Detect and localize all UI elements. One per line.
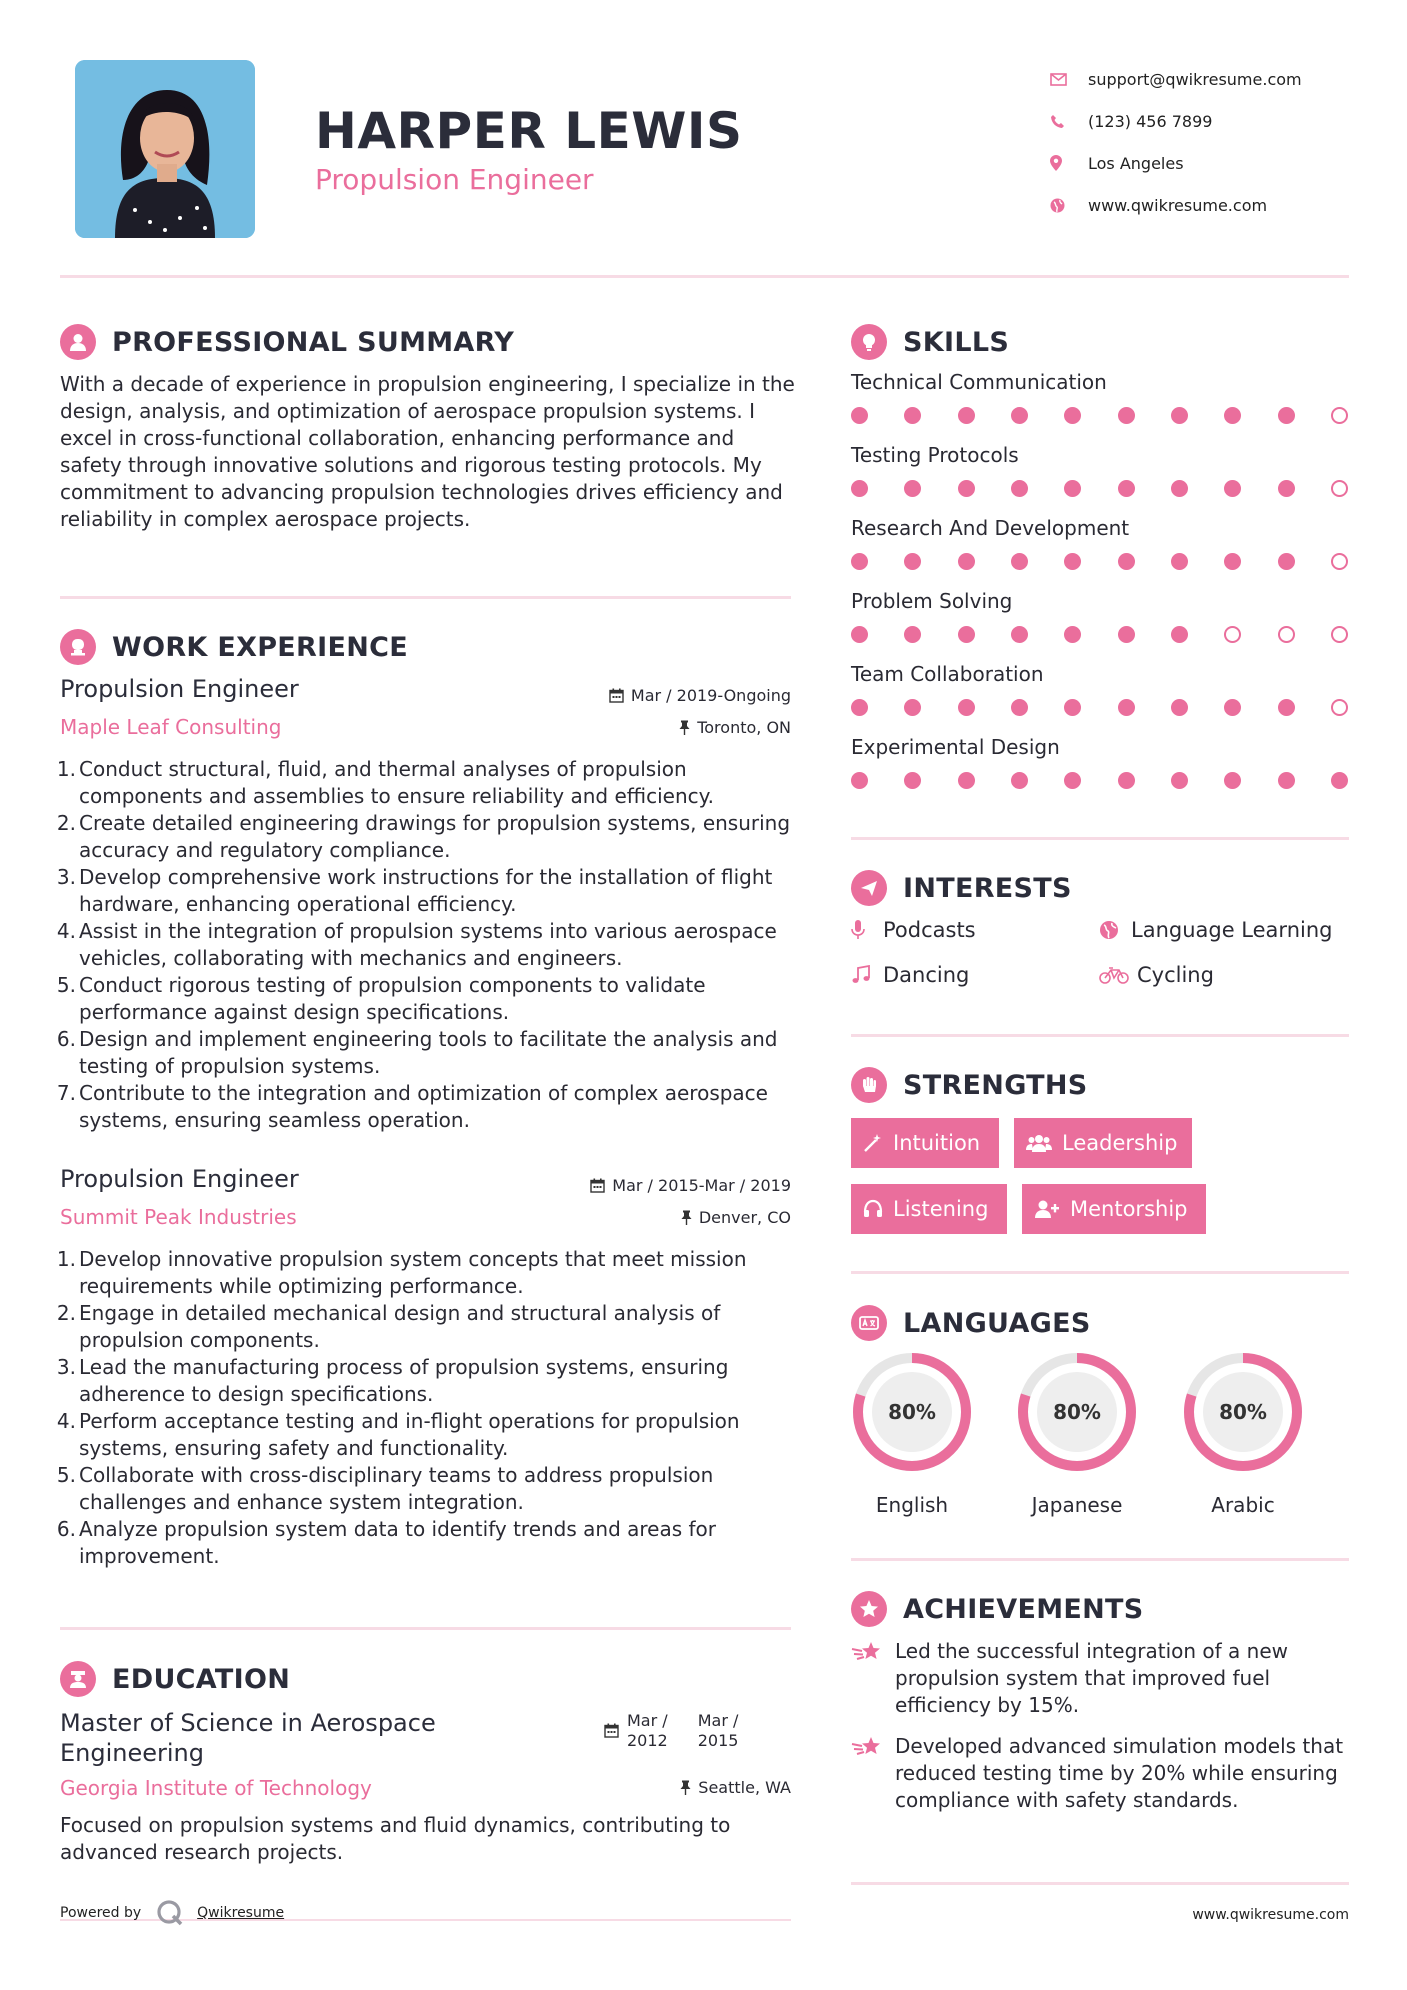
summary-title: PROFESSIONAL SUMMARY <box>112 326 515 358</box>
magic-wand-icon <box>863 1133 883 1153</box>
achievement-item <box>851 1638 1351 1719</box>
rating-dot-filled <box>1171 553 1188 570</box>
lightbulb-icon <box>851 324 887 360</box>
rating-dot-empty <box>1278 626 1295 643</box>
contact-website[interactable] <box>1050 184 1302 226</box>
skill-rating <box>851 772 1348 789</box>
calendar-icon <box>590 1178 605 1193</box>
list-item: 1. Develop innovative propulsion system concepts that meet mission requirements while optimizing performance. <box>56 1247 747 1298</box>
skills-heading <box>851 324 1009 360</box>
job-1-location <box>679 718 791 737</box>
language-name: English <box>875 1493 949 1517</box>
list-item: 6. Analyze propulsion system data to identify trends and areas for improvement. <box>56 1517 717 1568</box>
rating-dot-filled <box>851 699 868 716</box>
language-name: Arabic <box>1211 1493 1275 1517</box>
rating-dot-filled <box>1171 626 1188 643</box>
education-location <box>680 1778 791 1797</box>
pushpin-icon <box>680 1780 691 1795</box>
skill-name: Problem Solving <box>851 589 1013 613</box>
education-location-text: Seattle, WA <box>698 1778 791 1797</box>
rating-dot-filled <box>1278 699 1295 716</box>
job-2-location <box>681 1208 791 1227</box>
interest-cycling <box>1099 963 1214 987</box>
skill-item <box>851 516 1351 570</box>
rating-dot-filled <box>1118 480 1135 497</box>
job-1-dates <box>609 686 791 705</box>
rating-dot-filled <box>1118 626 1135 643</box>
shooting-star-icon <box>851 1733 895 1814</box>
rating-dot-filled <box>1278 407 1295 424</box>
contact-email-text: support@qwikresume.com <box>1088 69 1302 89</box>
rating-dot-filled <box>1118 553 1135 570</box>
job-2-duties <box>54 1246 799 1570</box>
rating-dot-empty <box>1331 407 1348 424</box>
education-degree <box>60 1708 436 1768</box>
star-badge-icon <box>851 1591 887 1627</box>
skill-rating <box>851 626 1348 643</box>
rating-dot-empty <box>1331 699 1348 716</box>
language-progress-ring <box>1182 1351 1304 1473</box>
rating-dot-filled <box>851 480 868 497</box>
interest-label: Podcasts <box>883 918 976 942</box>
globe-icon <box>1050 198 1088 213</box>
list-item: 2. Create detailed engineering drawings for propulsion systems, ensuring accuracy and regulatory compliance. <box>56 811 791 862</box>
list-item: 4. Assist in the integration of propulsion systems into various aerospace vehicles, collaborating with mechanics and engineers. <box>56 919 777 970</box>
rating-dot-filled <box>1171 407 1188 424</box>
microphone-icon <box>851 920 879 940</box>
language-progress-ring <box>1016 1351 1138 1473</box>
strength-intuition <box>851 1118 999 1168</box>
education-heading <box>60 1661 290 1697</box>
skill-item <box>851 662 1351 716</box>
work-title: WORK EXPERIENCE <box>112 631 408 663</box>
contact-website-text: www.qwikresume.com <box>1088 195 1268 215</box>
interest-podcasts <box>851 918 976 942</box>
rating-dot-filled <box>1224 407 1241 424</box>
powered-by-text: Powered by <box>60 1905 142 1921</box>
skills-title: SKILLS <box>903 326 1010 358</box>
skill-rating <box>851 407 1348 424</box>
strength-leadership <box>1014 1118 1192 1168</box>
rating-dot-filled <box>1064 772 1081 789</box>
pushpin-icon <box>679 720 690 735</box>
list-item: 3. Develop comprehensive work instructions for the installation of flight hardware, enhancing operational efficiency. <box>56 865 773 916</box>
achievements-title: ACHIEVEMENTS <box>903 1593 1144 1625</box>
job-2-location-text: Denver, CO <box>698 1208 791 1227</box>
skill-item <box>851 589 1351 643</box>
work-divider <box>60 1627 791 1630</box>
summary-heading <box>60 324 514 360</box>
footer-website[interactable]: www.qwikresume.com <box>1192 1907 1349 1923</box>
language-progress-ring <box>851 1351 973 1473</box>
briefcase-icon <box>60 629 96 665</box>
strength-mentorship <box>1022 1184 1206 1234</box>
language-percent: 80% <box>1219 1400 1267 1424</box>
achievement-item <box>851 1733 1351 1814</box>
bicycle-icon <box>1099 966 1133 984</box>
candidate-name: HARPER LEWIS <box>315 102 743 160</box>
job-1-location-text: Toronto, ON <box>697 718 791 737</box>
achievements-divider <box>851 1882 1349 1885</box>
list-item: 1. Conduct structural, fluid, and thermal analyses of propulsion components and assemblies to ensure reliability and efficiency. <box>56 757 714 808</box>
skills-divider <box>851 837 1349 840</box>
rating-dot-filled <box>1064 480 1081 497</box>
list-item: 4. Perform acceptance testing and in-flight operations for propulsion systems, ensuring safety and functionality. <box>56 1409 740 1460</box>
shooting-star-icon <box>851 1638 895 1719</box>
skill-rating <box>851 553 1348 570</box>
language-percent: 80% <box>888 1400 936 1424</box>
contact-list <box>1050 58 1302 226</box>
rating-dot-filled <box>1064 553 1081 570</box>
job-1-dates-text: Mar / 2019-Ongoing <box>630 686 791 705</box>
skill-name: Experimental Design <box>851 735 1060 759</box>
rating-dot-filled <box>1278 772 1295 789</box>
list-item: 5. Collaborate with cross-disciplinary teams to address propulsion challenges and enhance system integration. <box>56 1463 714 1514</box>
strengths-title: STRENGTHS <box>903 1069 1088 1101</box>
globe-icon <box>1099 920 1127 940</box>
interest-label: Language Learning <box>1131 918 1333 942</box>
strength-listening <box>851 1184 1007 1234</box>
list-item: 6. Design and implement engineering tools to facilitate the analysis and testing of propulsion systems. <box>56 1027 778 1078</box>
rating-dot-filled <box>904 626 921 643</box>
interest-dancing <box>851 963 969 987</box>
paper-plane-icon <box>851 870 887 906</box>
skill-rating <box>851 480 1348 497</box>
rating-dot-filled <box>1118 772 1135 789</box>
qwikresume-logo-icon <box>155 1898 185 1928</box>
interest-label: Cycling <box>1137 963 1214 987</box>
achievement-text: Led the successful integration of a new propulsion system that improved fuel efficiency by 15%. <box>895 1639 1288 1717</box>
rating-dot-filled <box>851 553 868 570</box>
list-item: 5. Conduct rigorous testing of propulsion components to validate performance against design specifications. <box>56 973 706 1024</box>
headphones-icon <box>863 1199 883 1219</box>
rating-dot-filled <box>851 626 868 643</box>
rating-dot-filled <box>904 480 921 497</box>
rating-dot-filled <box>1118 407 1135 424</box>
job-2-dates <box>590 1176 791 1195</box>
education-title: EDUCATION <box>112 1663 291 1695</box>
interests-heading <box>851 870 1072 906</box>
rating-dot-filled <box>1011 626 1028 643</box>
rating-dot-filled <box>1011 772 1028 789</box>
skill-rating <box>851 699 1348 716</box>
rating-dot-filled <box>851 772 868 789</box>
job-1-duties <box>54 756 794 1134</box>
education-start: Mar / 2012 <box>627 1711 668 1750</box>
calendar-icon <box>604 1723 619 1738</box>
rating-dot-filled <box>1011 553 1028 570</box>
strength-label: Leadership <box>1062 1131 1178 1155</box>
qwikresume-link[interactable]: Qwikresume <box>197 1905 285 1921</box>
language-percent: 80% <box>1053 1400 1101 1424</box>
strengths-divider <box>851 1271 1349 1274</box>
user-icon <box>60 324 96 360</box>
skill-item <box>851 370 1351 424</box>
strength-label: Intuition <box>893 1131 981 1155</box>
interest-label: Dancing <box>883 963 970 987</box>
work-heading <box>60 629 408 665</box>
languages-heading <box>851 1305 1091 1341</box>
rating-dot-empty <box>1331 626 1348 643</box>
rating-dot-filled <box>958 626 975 643</box>
rating-dot-filled <box>1011 699 1028 716</box>
rating-dot-filled <box>1224 772 1241 789</box>
interests-title: INTERESTS <box>903 872 1072 904</box>
education-text: Focused on propulsion systems and fluid dynamics, contributing to advanced research projects. <box>60 1813 731 1864</box>
pushpin-icon <box>681 1210 692 1225</box>
rating-dot-filled <box>958 407 975 424</box>
rating-dot-filled <box>1171 772 1188 789</box>
skill-item <box>851 735 1351 789</box>
phone-icon <box>1050 114 1088 129</box>
rating-dot-empty <box>1224 626 1241 643</box>
rating-dot-filled <box>958 480 975 497</box>
contact-location-text: Los Angeles <box>1088 153 1184 173</box>
header-divider <box>60 275 1349 278</box>
user-plus-icon <box>1034 1199 1060 1219</box>
languages-title: LANGUAGES <box>903 1307 1091 1339</box>
skill-name: Testing Protocols <box>851 443 1019 467</box>
language-name: Japanese <box>1031 1493 1123 1517</box>
calendar-icon <box>609 688 624 703</box>
rating-dot-filled <box>904 407 921 424</box>
summary-text: With a decade of experience in propulsion engineering, I specialize in the design, analysis, and optimization of aerospace propulsion systems. I excel in cross-functional collaboration, enhancing performance and safety through innovative solutions and rigorous testing protocols. My commitment to advancing propulsion technologies drives efficiency and reliability in complex aerospace projects. <box>60 372 795 531</box>
rating-dot-filled <box>958 553 975 570</box>
rating-dot-filled <box>851 407 868 424</box>
language-item <box>1182 1351 1304 1517</box>
fist-icon <box>851 1067 887 1103</box>
strength-label: Listening <box>893 1197 989 1221</box>
rating-dot-filled <box>1118 699 1135 716</box>
achievement-text: Developed advanced simulation models that reduced testing time by 20% while ensuring compliance with safety standards. <box>895 1734 1344 1812</box>
list-item: 2. Engage in detailed mechanical design and structural analysis of propulsion components. <box>56 1301 721 1352</box>
candidate-role: Propulsion Engineer <box>315 163 594 196</box>
rating-dot-filled <box>1171 699 1188 716</box>
language-item <box>851 1351 973 1517</box>
footer-powered-by <box>60 1898 284 1928</box>
list-item: 3. Lead the manufacturing process of propulsion systems, ensuring adherence to design specifications. <box>56 1355 729 1406</box>
list-item: 7. Contribute to the integration and optimization of complex aerospace systems, ensuring seamless operation. <box>56 1081 768 1132</box>
language-item <box>1016 1351 1138 1517</box>
music-note-icon <box>851 965 879 985</box>
rating-dot-filled <box>1278 480 1295 497</box>
achievements-heading <box>851 1591 1144 1627</box>
strength-label: Mentorship <box>1070 1197 1188 1221</box>
rating-dot-filled <box>1064 626 1081 643</box>
contact-phone-text: (123) 456 7899 <box>1088 111 1213 131</box>
rating-dot-filled <box>1064 699 1081 716</box>
summary-divider <box>60 596 791 599</box>
contact-email[interactable] <box>1050 58 1302 100</box>
interest-language-learning <box>1099 918 1332 942</box>
job-2-company: Summit Peak Industries <box>60 1205 297 1229</box>
skill-name: Research And Development <box>851 516 1130 540</box>
rating-dot-filled <box>1278 553 1295 570</box>
rating-dot-filled <box>1224 480 1241 497</box>
contact-phone[interactable] <box>1050 100 1302 142</box>
map-pin-icon <box>1050 155 1088 171</box>
rating-dot-filled <box>1011 480 1028 497</box>
rating-dot-filled <box>1011 407 1028 424</box>
education-end: Mar / 2015 <box>697 1711 739 1750</box>
skill-name: Team Collaboration <box>851 662 1044 686</box>
profile-photo <box>75 60 255 238</box>
rating-dot-filled <box>1331 772 1348 789</box>
education-school: Georgia Institute of Technology <box>60 1776 372 1800</box>
languages-divider <box>851 1558 1349 1561</box>
rating-dot-empty <box>1331 553 1348 570</box>
language-card-icon <box>851 1305 887 1341</box>
rating-dot-filled <box>958 772 975 789</box>
education-degree-line1: Master of Science in Aerospace <box>60 1709 436 1737</box>
rating-dot-filled <box>958 699 975 716</box>
skill-item <box>851 443 1351 497</box>
job-2-title: Propulsion Engineer <box>60 1165 299 1193</box>
rating-dot-filled <box>904 699 921 716</box>
graduate-icon <box>60 1661 96 1697</box>
education-degree-line2: Engineering <box>60 1739 204 1767</box>
rating-dot-filled <box>1171 480 1188 497</box>
users-icon <box>1026 1133 1052 1153</box>
job-2-dates-text: Mar / 2015-Mar / 2019 <box>612 1176 791 1195</box>
skill-name: Technical Communication <box>851 370 1107 394</box>
interests-divider <box>851 1034 1349 1037</box>
rating-dot-filled <box>904 553 921 570</box>
envelope-icon <box>1050 73 1088 86</box>
rating-dot-filled <box>904 772 921 789</box>
job-1-company: Maple Leaf Consulting <box>60 715 282 739</box>
job-1-title: Propulsion Engineer <box>60 675 299 703</box>
education-dates <box>604 1711 738 1751</box>
rating-dot-filled <box>1224 699 1241 716</box>
rating-dot-filled <box>1064 407 1081 424</box>
rating-dot-empty <box>1331 480 1348 497</box>
strengths-heading <box>851 1067 1088 1103</box>
contact-location <box>1050 142 1302 184</box>
rating-dot-filled <box>1224 553 1241 570</box>
